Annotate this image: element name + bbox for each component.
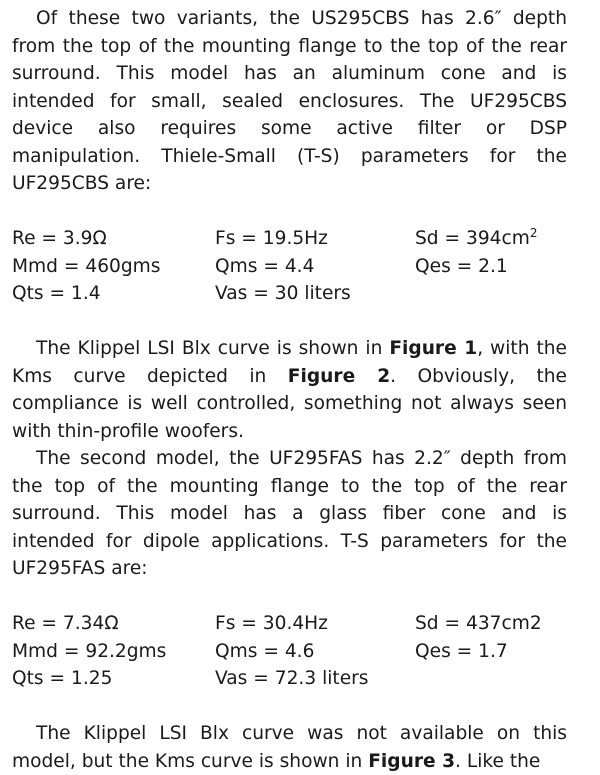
param-fs: Fs = 30.4Hz	[215, 613, 328, 634]
spacer	[12, 198, 567, 226]
param-fs: Fs = 19.5Hz	[215, 228, 328, 249]
param-qes: Qes = 1.7	[415, 640, 508, 662]
param-qts: Qts = 1.4	[12, 283, 101, 304]
param-qes: Qes = 2.1	[415, 255, 508, 277]
paragraph-klippel-uf295cbs	[12, 335, 567, 445]
param-sd-value: Sd = 394cm	[415, 228, 530, 249]
figure-1-reference: Figure 1	[389, 338, 478, 359]
param-empty	[415, 665, 565, 693]
text-run: The Klippel LSI Blx curve was not available on this model, but the Kms curve is shown in	[12, 723, 567, 772]
param-qms: Qms = 4.4	[215, 255, 315, 277]
spacer	[12, 693, 567, 721]
param-mmd: Mmd = 460gms	[12, 255, 161, 277]
param-sd	[415, 225, 565, 253]
ts-parameters-uf295fas	[12, 610, 567, 693]
text-run: . Obviously, the compliance is well controlled, something not always seen with thin-profile woofers.	[12, 365, 567, 442]
paragraph-uf295cbs-intro: Of these two variants, the US295CBS has 2.6″ depth from the top of the mounting flange to the top of the rear surround. This model has an aluminum cone and is intended for small, sealed enclosures. The UF295CBS device also requires some active filter or DSP manipulation. Thiele-Small (T-S) parameters for the UF295CBS are:	[12, 8, 567, 194]
spacer	[12, 583, 567, 611]
paragraph-klippel-uf295fas	[12, 720, 567, 775]
param-qms: Qms = 4.6	[215, 640, 315, 662]
ts-parameters-uf295cbs	[12, 225, 567, 308]
param-re: Re = 3.9Ω	[12, 228, 107, 249]
text-run: The Klippel LSI Blx curve is shown in	[36, 338, 390, 359]
text-run: , with the Kms curve depicted in	[12, 338, 567, 387]
figure-3-reference: Figure 3	[368, 750, 456, 772]
article-body	[12, 5, 567, 775]
text-run: . Like the	[455, 750, 541, 772]
param-vas: Vas = 30 liters	[215, 283, 351, 304]
param-mmd: Mmd = 92.2gms	[12, 640, 167, 662]
param-sd: Sd = 437cm2	[415, 613, 542, 634]
param-vas: Vas = 72.3 liters	[215, 668, 369, 689]
spacer	[12, 308, 567, 336]
param-empty	[415, 280, 565, 308]
paragraph-uf295fas-intro: The second model, the UF295FAS has 2.2″ depth from the top of the mounting flange to the top of the rear surround. This model has a glass fiber cone and is intended for dipole applications. T-S parameters for the UF295FAS are:	[12, 448, 567, 579]
param-re: Re = 7.34Ω	[12, 613, 119, 634]
figure-2-reference: Figure 2	[287, 365, 391, 387]
param-sd-superscript: 2	[529, 226, 538, 240]
param-qts: Qts = 1.25	[12, 668, 113, 689]
